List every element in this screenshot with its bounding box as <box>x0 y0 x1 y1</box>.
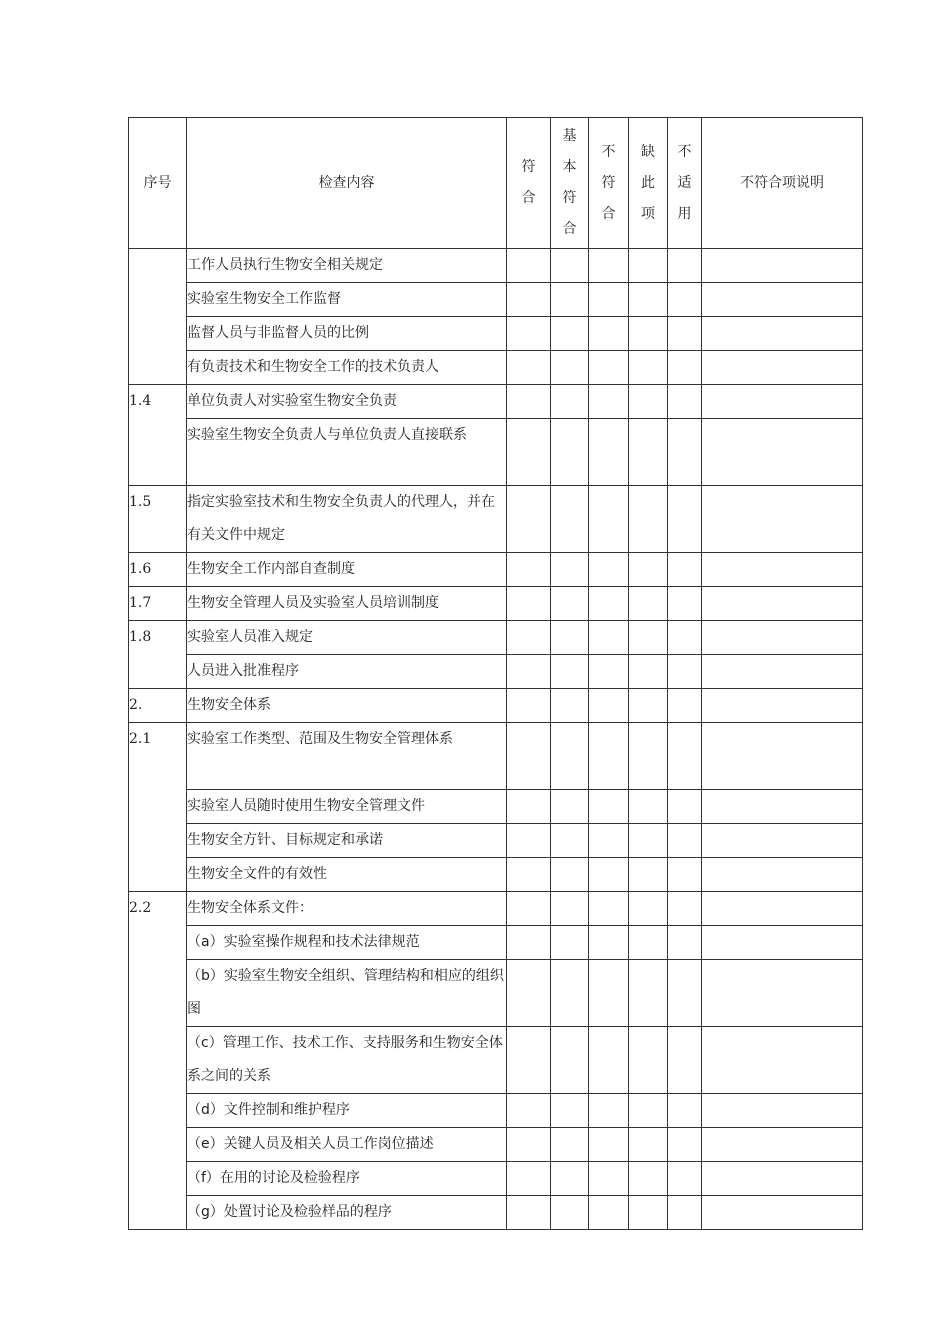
not-applicable-cell[interactable] <box>668 858 702 892</box>
nonconform-cell[interactable] <box>589 1128 629 1162</box>
missing-cell[interactable] <box>629 790 668 824</box>
basic-conform-cell[interactable] <box>551 351 589 385</box>
conform-cell[interactable] <box>507 824 551 858</box>
table-row <box>129 621 863 655</box>
remarks-cell[interactable] <box>702 1128 863 1162</box>
basic-conform-cell[interactable] <box>551 858 589 892</box>
basic-conform-cell[interactable] <box>551 655 589 689</box>
basic-conform-cell[interactable] <box>551 249 589 283</box>
row-content: 监督人员与非监督人员的比例 <box>187 317 507 351</box>
inspection-table <box>128 117 863 1230</box>
row-content: （g）处置讨论及检验样品的程序 <box>187 1196 507 1230</box>
nonconform-cell[interactable] <box>589 689 629 723</box>
header-basic-conform-label: 基本符合 <box>562 128 577 237</box>
remarks-cell[interactable] <box>702 790 863 824</box>
table-row <box>129 317 863 351</box>
missing-cell[interactable] <box>629 824 668 858</box>
row-content: 指定实验室技术和生物安全负责人的代理人，并在有关文件中规定 <box>187 486 507 553</box>
header-nonconform <box>589 118 629 249</box>
row-content: 人员进入批准程序 <box>187 655 507 689</box>
missing-cell[interactable] <box>629 385 668 419</box>
row-content: 生物安全文件的有效性 <box>187 858 507 892</box>
table-row <box>129 858 863 892</box>
basic-conform-cell[interactable] <box>551 1162 589 1196</box>
missing-cell[interactable] <box>629 1027 668 1094</box>
row-content: 生物安全方针、目标规定和承诺 <box>187 824 507 858</box>
basic-conform-cell[interactable] <box>551 1128 589 1162</box>
remarks-cell[interactable] <box>702 587 863 621</box>
conform-cell[interactable] <box>507 892 551 926</box>
table-row <box>129 419 863 486</box>
not-applicable-cell[interactable] <box>668 689 702 723</box>
conform-cell[interactable] <box>507 926 551 960</box>
not-applicable-cell[interactable] <box>668 419 702 486</box>
table-row <box>129 892 863 926</box>
missing-cell[interactable] <box>629 960 668 1027</box>
conform-cell[interactable] <box>507 1128 551 1162</box>
missing-cell[interactable] <box>629 351 668 385</box>
conform-cell[interactable] <box>507 351 551 385</box>
nonconform-cell[interactable] <box>589 1162 629 1196</box>
nonconform-cell[interactable] <box>589 419 629 486</box>
row-content: （c）管理工作、技术工作、支持服务和生物安全体系之间的关系 <box>187 1027 507 1094</box>
missing-cell[interactable] <box>629 621 668 655</box>
table-row <box>129 960 863 1027</box>
nonconform-cell[interactable] <box>589 1196 629 1230</box>
row-content: （f）在用的讨论及检验程序 <box>187 1162 507 1196</box>
remarks-cell[interactable] <box>702 1094 863 1128</box>
conform-cell[interactable] <box>507 486 551 553</box>
nonconform-cell[interactable] <box>589 723 629 790</box>
missing-cell[interactable] <box>629 587 668 621</box>
remarks-cell[interactable] <box>702 892 863 926</box>
remarks-cell[interactable] <box>702 824 863 858</box>
basic-conform-cell[interactable] <box>551 587 589 621</box>
not-applicable-cell[interactable] <box>668 1128 702 1162</box>
conform-cell[interactable] <box>507 1162 551 1196</box>
nonconform-cell[interactable] <box>589 790 629 824</box>
conform-cell[interactable] <box>507 419 551 486</box>
not-applicable-cell[interactable] <box>668 317 702 351</box>
header-conform-label: 符合 <box>521 159 536 206</box>
conform-cell[interactable] <box>507 283 551 317</box>
basic-conform-cell[interactable] <box>551 892 589 926</box>
nonconform-cell[interactable] <box>589 486 629 553</box>
header-conform <box>507 118 551 249</box>
row-number: 1.6 <box>129 553 187 587</box>
table-row <box>129 486 863 553</box>
remarks-cell[interactable] <box>702 926 863 960</box>
table-row <box>129 1094 863 1128</box>
conform-cell[interactable] <box>507 1196 551 1230</box>
remarks-cell[interactable] <box>702 317 863 351</box>
row-content: 生物安全体系 <box>187 689 507 723</box>
missing-cell[interactable] <box>629 858 668 892</box>
table-body <box>129 249 863 1230</box>
nonconform-cell[interactable] <box>589 249 629 283</box>
not-applicable-cell[interactable] <box>668 892 702 926</box>
header-content: 检查内容 <box>187 118 507 249</box>
not-applicable-cell[interactable] <box>668 283 702 317</box>
conform-cell[interactable] <box>507 790 551 824</box>
table-row <box>129 790 863 824</box>
row-content: 实验室生物安全负责人与单位负责人直接联系 <box>187 419 507 486</box>
table-row <box>129 1162 863 1196</box>
basic-conform-cell[interactable] <box>551 486 589 553</box>
row-content: 实验室人员准入规定 <box>187 621 507 655</box>
row-content: 实验室工作类型、范围及生物安全管理体系 <box>187 723 507 790</box>
nonconform-cell[interactable] <box>589 283 629 317</box>
missing-cell[interactable] <box>629 1128 668 1162</box>
conform-cell[interactable] <box>507 317 551 351</box>
conform-cell[interactable] <box>507 621 551 655</box>
row-number: 2.2 <box>129 892 187 1230</box>
header-seq: 序号 <box>129 118 187 249</box>
missing-cell[interactable] <box>629 723 668 790</box>
header-not-applicable <box>668 118 702 249</box>
not-applicable-cell[interactable] <box>668 486 702 553</box>
not-applicable-cell[interactable] <box>668 790 702 824</box>
nonconform-cell[interactable] <box>589 317 629 351</box>
table-row <box>129 655 863 689</box>
basic-conform-cell[interactable] <box>551 1094 589 1128</box>
missing-cell[interactable] <box>629 317 668 351</box>
nonconform-cell[interactable] <box>589 926 629 960</box>
nonconform-cell[interactable] <box>589 621 629 655</box>
not-applicable-cell[interactable] <box>668 249 702 283</box>
conform-cell[interactable] <box>507 587 551 621</box>
remarks-cell[interactable] <box>702 1162 863 1196</box>
not-applicable-cell[interactable] <box>668 1162 702 1196</box>
header-missing-label: 缺此项 <box>640 143 655 222</box>
row-content: 单位负责人对实验室生物安全负责 <box>187 385 507 419</box>
row-number: 1.5 <box>129 486 187 553</box>
missing-cell[interactable] <box>629 283 668 317</box>
conform-cell[interactable] <box>507 858 551 892</box>
row-number: 1.7 <box>129 587 187 621</box>
nonconform-cell[interactable] <box>589 1027 629 1094</box>
basic-conform-cell[interactable] <box>551 723 589 790</box>
conform-cell[interactable] <box>507 689 551 723</box>
conform-cell[interactable] <box>507 723 551 790</box>
remarks-cell[interactable] <box>702 249 863 283</box>
not-applicable-cell[interactable] <box>668 1094 702 1128</box>
header-remarks: 不符合项说明 <box>702 118 863 249</box>
row-number <box>129 249 187 385</box>
basic-conform-cell[interactable] <box>551 1196 589 1230</box>
nonconform-cell[interactable] <box>589 385 629 419</box>
table-row <box>129 1027 863 1094</box>
missing-cell[interactable] <box>629 1196 668 1230</box>
remarks-cell[interactable] <box>702 960 863 1027</box>
row-content: 生物安全体系文件： <box>187 892 507 926</box>
conform-cell[interactable] <box>507 960 551 1027</box>
basic-conform-cell[interactable] <box>551 689 589 723</box>
remarks-cell[interactable] <box>702 858 863 892</box>
basic-conform-cell[interactable] <box>551 283 589 317</box>
missing-cell[interactable] <box>629 486 668 553</box>
row-content: （b）实验室生物安全组织、管理结构和相应的组织图 <box>187 960 507 1027</box>
remarks-cell[interactable] <box>702 1196 863 1230</box>
missing-cell[interactable] <box>629 689 668 723</box>
basic-conform-cell[interactable] <box>551 553 589 587</box>
remarks-cell[interactable] <box>702 419 863 486</box>
nonconform-cell[interactable] <box>589 824 629 858</box>
nonconform-cell[interactable] <box>589 858 629 892</box>
table-row <box>129 385 863 419</box>
remarks-cell[interactable] <box>702 723 863 790</box>
not-applicable-cell[interactable] <box>668 1027 702 1094</box>
missing-cell[interactable] <box>629 249 668 283</box>
not-applicable-cell[interactable] <box>668 553 702 587</box>
remarks-cell[interactable] <box>702 655 863 689</box>
remarks-cell[interactable] <box>702 385 863 419</box>
header-basic-conform <box>551 118 589 249</box>
basic-conform-cell[interactable] <box>551 621 589 655</box>
remarks-cell[interactable] <box>702 689 863 723</box>
header-row <box>129 118 863 249</box>
remarks-cell[interactable] <box>702 283 863 317</box>
conform-cell[interactable] <box>507 385 551 419</box>
nonconform-cell[interactable] <box>589 892 629 926</box>
not-applicable-cell[interactable] <box>668 655 702 689</box>
row-number: 2. <box>129 689 187 723</box>
basic-conform-cell[interactable] <box>551 824 589 858</box>
row-content: 实验室人员随时使用生物安全管理文件 <box>187 790 507 824</box>
remarks-cell[interactable] <box>702 621 863 655</box>
conform-cell[interactable] <box>507 249 551 283</box>
table-row <box>129 587 863 621</box>
missing-cell[interactable] <box>629 1162 668 1196</box>
row-number: 1.8 <box>129 621 187 689</box>
basic-conform-cell[interactable] <box>551 790 589 824</box>
conform-cell[interactable] <box>507 655 551 689</box>
table-row <box>129 249 863 283</box>
row-content: （d）文件控制和维护程序 <box>187 1094 507 1128</box>
row-content: （e）关键人员及相关人员工作岗位描述 <box>187 1128 507 1162</box>
basic-conform-cell[interactable] <box>551 385 589 419</box>
header-missing <box>629 118 668 249</box>
table-row <box>129 824 863 858</box>
not-applicable-cell[interactable] <box>668 926 702 960</box>
header-nonconform-label: 不符合 <box>601 143 616 222</box>
nonconform-cell[interactable] <box>589 351 629 385</box>
nonconform-cell[interactable] <box>589 1094 629 1128</box>
row-content: 生物安全管理人员及实验室人员培训制度 <box>187 587 507 621</box>
table-row <box>129 926 863 960</box>
not-applicable-cell[interactable] <box>668 824 702 858</box>
table-row <box>129 723 863 790</box>
header-not-applicable-label: 不适用 <box>677 143 692 222</box>
missing-cell[interactable] <box>629 553 668 587</box>
missing-cell[interactable] <box>629 892 668 926</box>
table-row <box>129 1196 863 1230</box>
not-applicable-cell[interactable] <box>668 587 702 621</box>
not-applicable-cell[interactable] <box>668 351 702 385</box>
nonconform-cell[interactable] <box>589 587 629 621</box>
missing-cell[interactable] <box>629 419 668 486</box>
row-content: 工作人员执行生物安全相关规定 <box>187 249 507 283</box>
missing-cell[interactable] <box>629 655 668 689</box>
basic-conform-cell[interactable] <box>551 419 589 486</box>
basic-conform-cell[interactable] <box>551 926 589 960</box>
row-content: （a）实验室操作规程和技术法律规范 <box>187 926 507 960</box>
not-applicable-cell[interactable] <box>668 723 702 790</box>
conform-cell[interactable] <box>507 1094 551 1128</box>
missing-cell[interactable] <box>629 926 668 960</box>
not-applicable-cell[interactable] <box>668 385 702 419</box>
conform-cell[interactable] <box>507 1027 551 1094</box>
nonconform-cell[interactable] <box>589 553 629 587</box>
nonconform-cell[interactable] <box>589 655 629 689</box>
remarks-cell[interactable] <box>702 553 863 587</box>
remarks-cell[interactable] <box>702 1027 863 1094</box>
basic-conform-cell[interactable] <box>551 960 589 1027</box>
table-row <box>129 1128 863 1162</box>
remarks-cell[interactable] <box>702 486 863 553</box>
conform-cell[interactable] <box>507 553 551 587</box>
missing-cell[interactable] <box>629 1094 668 1128</box>
table-row <box>129 283 863 317</box>
row-number: 2.1 <box>129 723 187 892</box>
table-row <box>129 351 863 385</box>
table-row <box>129 553 863 587</box>
table-row <box>129 689 863 723</box>
nonconform-cell[interactable] <box>589 960 629 1027</box>
row-content: 生物安全工作内部自查制度 <box>187 553 507 587</box>
row-number: 1.4 <box>129 385 187 486</box>
row-content: 实验室生物安全工作监督 <box>187 283 507 317</box>
not-applicable-cell[interactable] <box>668 1196 702 1230</box>
remarks-cell[interactable] <box>702 351 863 385</box>
not-applicable-cell[interactable] <box>668 621 702 655</box>
not-applicable-cell[interactable] <box>668 960 702 1027</box>
row-content: 有负责技术和生物安全工作的技术负责人 <box>187 351 507 385</box>
basic-conform-cell[interactable] <box>551 1027 589 1094</box>
basic-conform-cell[interactable] <box>551 317 589 351</box>
